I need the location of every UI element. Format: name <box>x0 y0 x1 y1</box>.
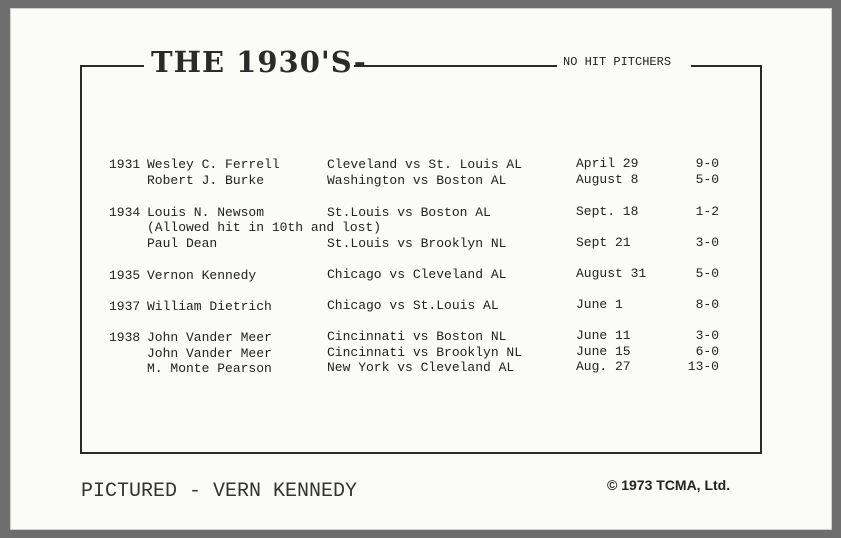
game: Chicago vs Cleveland AL <box>327 267 507 282</box>
game: Cleveland vs St. Louis AL <box>327 157 523 172</box>
score: 13-0 <box>687 359 719 374</box>
pitcher: John Vander Meer <box>147 346 272 361</box>
pitcher: John Vander Meer <box>147 330 272 345</box>
date: August 8 <box>576 172 639 187</box>
pitcher: Robert J. Burke <box>147 173 265 188</box>
score: 3-0 <box>695 235 719 250</box>
game: Chicago vs St.Louis AL <box>327 298 499 313</box>
note: (Allowed hit in 10th and lost) <box>147 220 382 235</box>
score: 3-0 <box>695 328 719 343</box>
date: August 31 <box>576 266 647 281</box>
year: 1934 <box>109 205 141 220</box>
game: St.Louis vs Brooklyn NL <box>327 236 507 251</box>
date: Sept. 18 <box>576 204 639 219</box>
copyright-notice: © 1973 TCMA, Ltd. <box>607 477 731 493</box>
pitcher: Louis N. Newsom <box>147 205 265 220</box>
year: 1937 <box>109 299 141 314</box>
date: Aug. 27 <box>576 359 631 374</box>
game: New York vs Cleveland AL <box>327 360 515 375</box>
pitcher: Vernon Kennedy <box>147 268 257 283</box>
score: 6-0 <box>695 344 719 359</box>
game: St.Louis vs Boston AL <box>327 205 491 220</box>
pitcher: Wesley C. Ferrell <box>147 157 280 172</box>
year: 1938 <box>109 330 141 345</box>
game: Cincinnati vs Boston NL <box>327 329 507 344</box>
date: Sept 21 <box>576 235 631 250</box>
date: April 29 <box>576 156 639 171</box>
date: June 11 <box>576 328 631 343</box>
score: 5-0 <box>695 172 719 187</box>
game: Washington vs Boston AL <box>327 173 507 188</box>
date: June 15 <box>576 344 631 359</box>
pictured-caption: PICTURED - VERN KENNEDY <box>81 480 358 503</box>
page-title: THE 1930'S- <box>151 45 367 79</box>
pitcher: M. Monte Pearson <box>147 361 272 376</box>
score: 5-0 <box>695 266 719 281</box>
game: Cincinnati vs Brooklyn NL <box>327 345 523 360</box>
subtitle: NO HIT PITCHERS <box>563 55 672 69</box>
pitcher: Paul Dean <box>147 236 218 251</box>
score: 1-2 <box>695 204 719 219</box>
border-frame <box>80 65 762 454</box>
postcard <box>10 8 832 530</box>
date: June 1 <box>576 297 623 312</box>
year: 1935 <box>109 268 141 283</box>
pitcher: William Dietrich <box>147 299 272 314</box>
year: 1931 <box>109 157 141 172</box>
score: 8-0 <box>695 297 719 312</box>
score: 9-0 <box>695 156 719 171</box>
